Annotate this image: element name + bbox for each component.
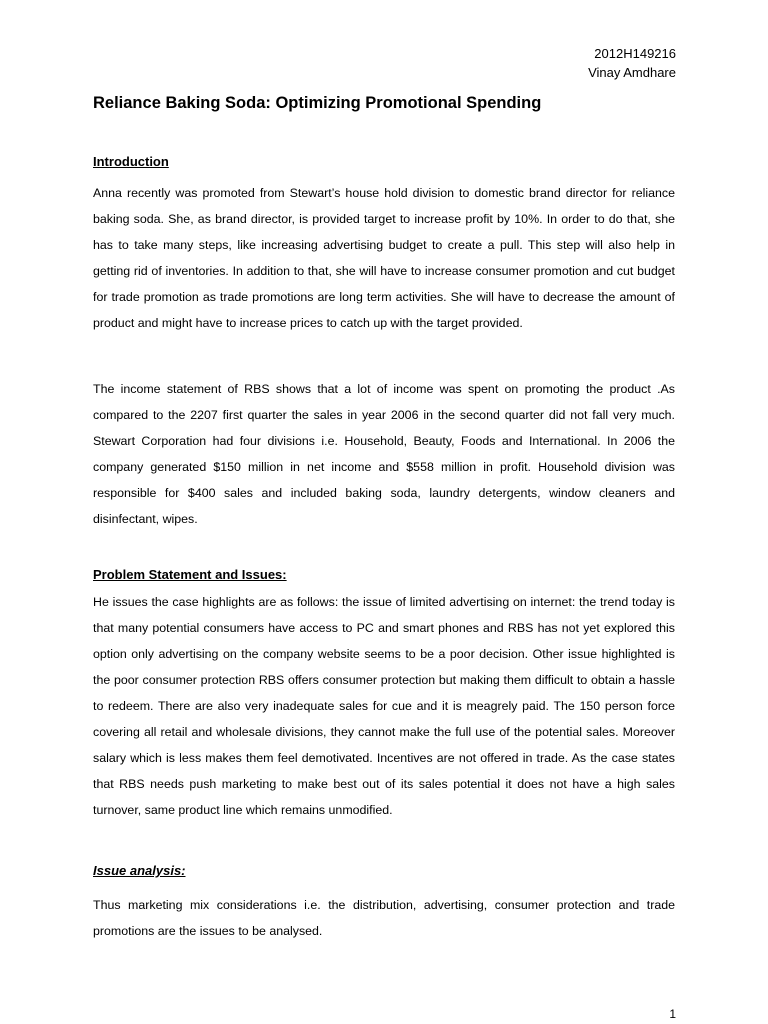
issue-analysis-heading: Issue analysis: [93, 863, 186, 878]
introduction-paragraph-1: Anna recently was promoted from Stewart’s house hold division to domestic brand director for reliance baking soda. She, as brand director, is provided target to increase profit by 10%. In order to do that, she has to take many steps, like increasing advertising budget to create a pull. This step will also help in getting rid of inventories. In addition to that, she will have to increase consumer promotion and cut budget for trade promotion as trade promotions are long term activities. She will have to decrease the amount of product and might have to increase prices to catch up with the target provided. [93, 186, 675, 330]
introduction-heading: Introduction [93, 154, 169, 169]
author-name: Vinay Amdhare [588, 65, 676, 80]
document-title: Reliance Baking Soda: Optimizing Promotional Spending [93, 94, 542, 112]
problem-statement-heading: Problem Statement and Issues: [93, 567, 287, 582]
introduction-paragraph-2: The income statement of RBS shows that a lot of income was spent on promoting the product .As compared to the 2207 first quarter the sales in year 2006 in the second quarter did not fall very much. Stewart Corporation had four divisions i.e. Household, Beauty, Foods and International. In 2006 the company generated $150 million in net income and $558 million in profit. Household division was responsible for $400 sales and included baking soda, laundry detergents, window cleaners and disinfectant, wipes. [93, 382, 675, 526]
author-header [588, 44, 676, 82]
page-number: 1 [669, 1007, 676, 1021]
problem-statement-paragraph: He issues the case highlights are as follows: the issue of limited advertising on internet: the trend today is that many potential consumers have access to PC and smart phones and RBS has not yet explored this option only advertising on the company website seems to be a poor decision. Other issue highlighted is the poor consumer protection RBS offers consumer protection but making them difficult to obtain a hassle to redeem. There are also very inadequate sales for cue and it is meagrely paid. The 150 person force covering all retail and wholesale divisions, they cannot make the full use of the potential sales. Moreover salary which is less makes them feel demotivated. Incentives are not offered in trade. As the case states that RBS needs push marketing to make best out of its sales potential it does not have a high sales turnover, same product line which remains unmodified. [93, 595, 675, 817]
student-id: 2012H149216 [594, 46, 676, 61]
issue-analysis-paragraph: Thus marketing mix considerations i.e. the distribution, advertising, consumer protection and trade promotions are the issues to be analysed. [93, 898, 675, 938]
